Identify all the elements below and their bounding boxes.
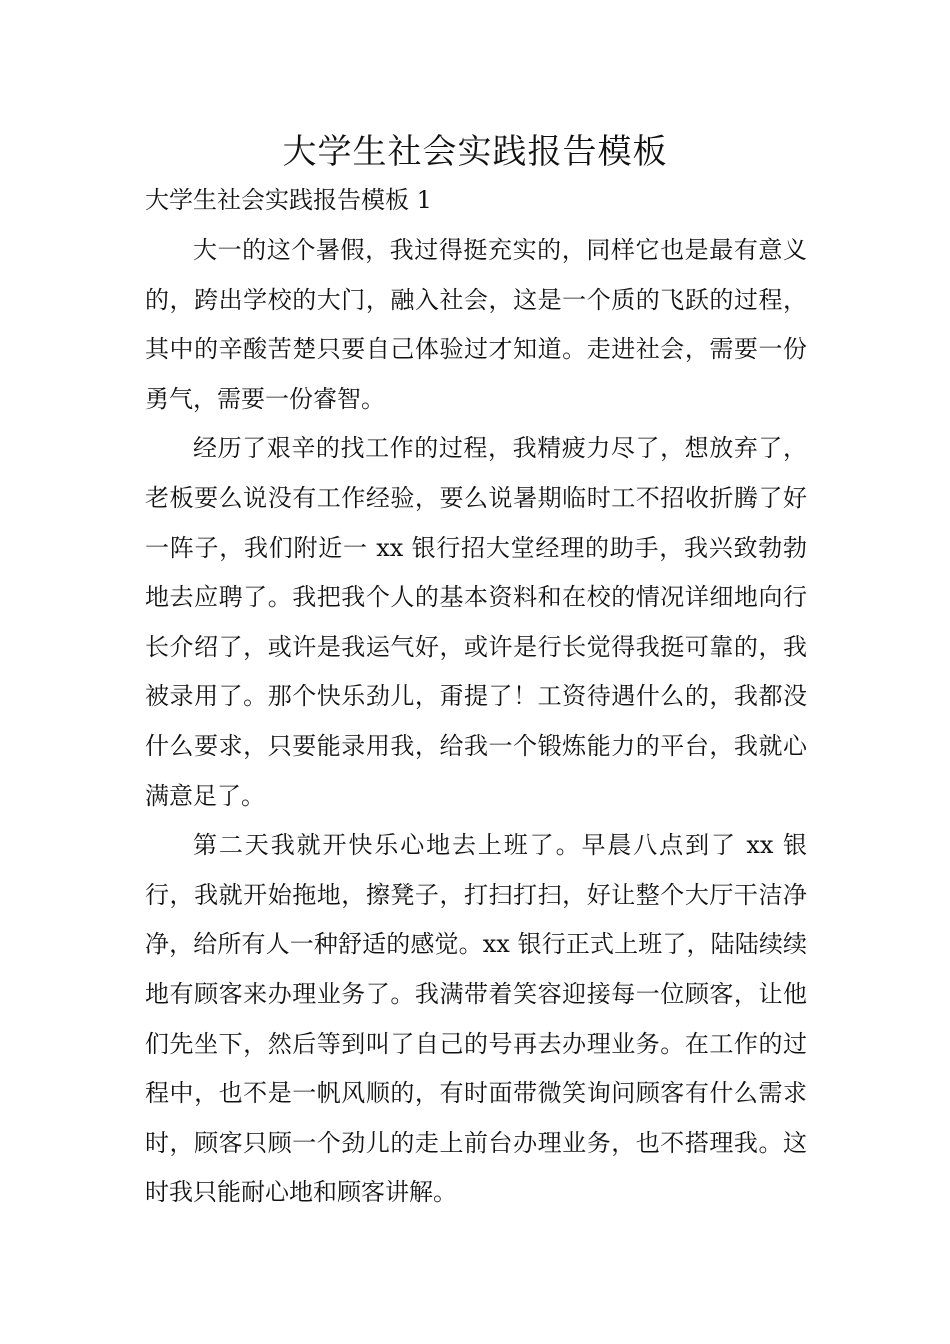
document-body [145,226,807,1218]
document-title: 大学生社会实践报告模板 [282,132,668,172]
paragraph: 经历了艰辛的找工作的过程，我精疲力尽了，想放弃了，老板要么说没有工作经验，要么说暑期临时工不招收折腾了好一阵子，我们附近一 xx 银行招大堂经理的助手，我兴致勃勃地去应聘了。我把我个人的基本资料和在校的情况详细地向行长介绍了，或许是我运气好，或许是行长觉得我挺可靠的，我被录用了。那个快乐劲儿，甭提了！工资待遇什么的，我都没什么要求，只要能录用我，给我一个锻炼能力的平台，我就心满意足了。 [145,434,807,810]
paragraph: 大一的这个暑假，我过得挺充实的，同样它也是最有意义的，跨出学校的大门，融入社会，这是一个质的飞跃的过程，其中的辛酸苦楚只要自己体验过才知道。走进社会，需要一份勇气，需要一份睿智。 [145,236,807,413]
paragraph: 第二天我就开快乐心地去上班了。早晨八点到了 xx 银行，我就开始拖地，擦凳子，打扫打扫，好让整个大厅干洁净净，给所有人一种舒适的感觉。xx 银行正式上班了，陆陆续续地有顾客来办理业务了。我满带着笑容迎接每一位顾客，让他们先坐下，然后等到叫了自己的号再去办理业务。在工作的过程中，也不是一帆风顺的，有时面带微笑询问顾客有什么需求时，顾客只顾一个劲儿的走上前台办理业务，也不搭理我。这时我只能耐心地和顾客讲解。 [145,831,807,1207]
document-subtitle: 大学生社会实践报告模板 1 [145,186,432,214]
